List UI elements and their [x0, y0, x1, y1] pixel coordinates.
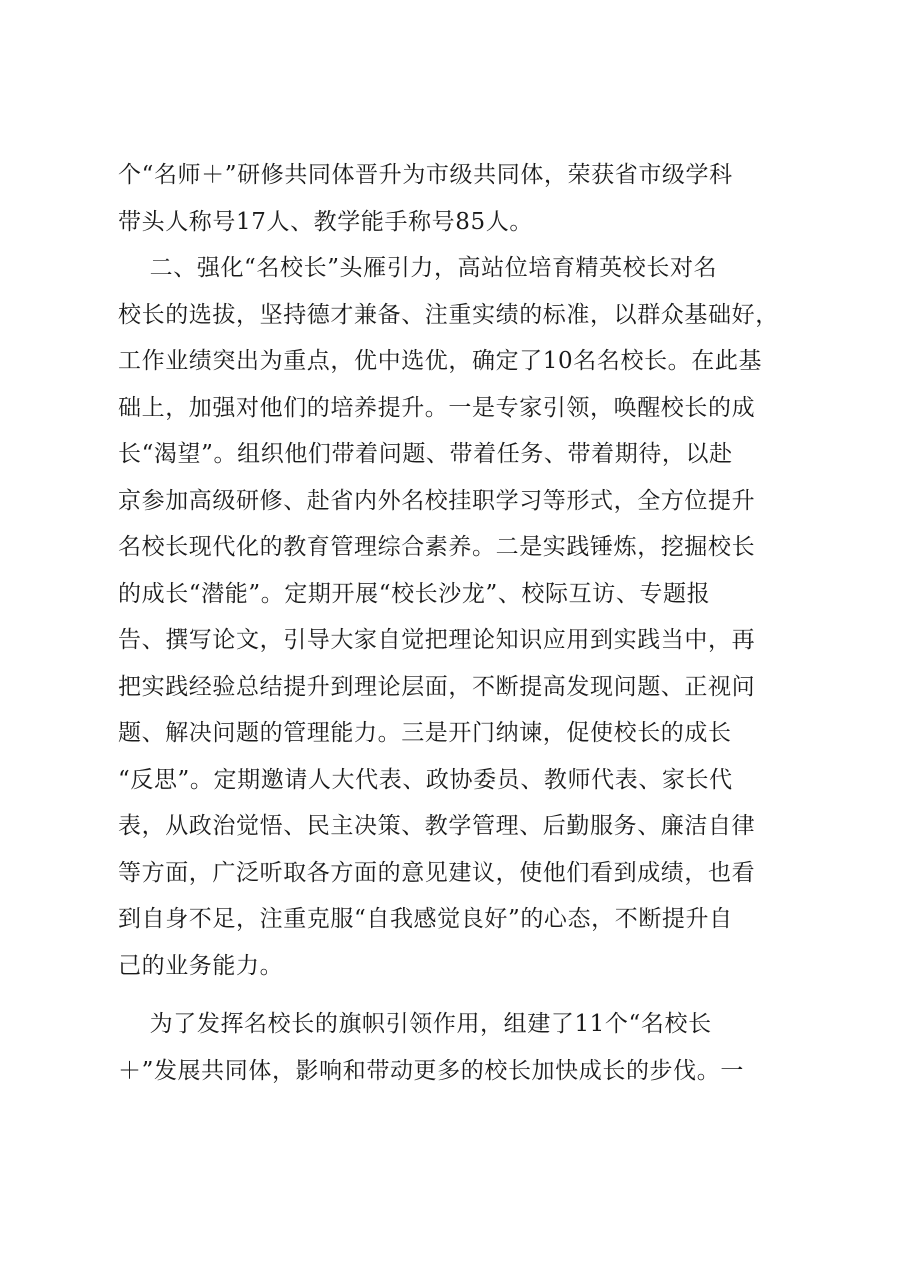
text-line: 带头人称号17人、教学能手称号85人。 [118, 208, 533, 235]
text-line: 题、解决问题的管理能力。三是开门纳谏，促使校长的成长 [118, 720, 732, 746]
text-line: 工作业绩突出为重点，优中选优，确定了10名名校长。在此基 [118, 348, 763, 374]
paragraph-2 [118, 245, 790, 989]
paragraph-3 [118, 1001, 790, 1094]
text-line: 告、撰写论文，引导大家自觉把理论知识应用到实践当中，再 [118, 627, 756, 653]
text-line: 表，从政治觉悟、民主决策、教学管理、后勤服务、廉洁自律 [118, 813, 756, 839]
text-line: 的成长“潜能”。定期开展“校长沙龙”、校际互访、专题报 [118, 580, 711, 607]
document-body [118, 152, 790, 1094]
text-line: ＋”发展共同体，影响和带动更多的校长加快成长的步伐。一 [118, 1057, 744, 1084]
text-line: 己的业务能力。 [118, 952, 284, 979]
text-line: 础上，加强对他们的培养提升。一是专家引领，唤醒校长的成 [118, 394, 756, 421]
text-line: 到自身不足，注重克服“自我感觉良好”的心态，不断提升自 [118, 906, 733, 932]
text-line: 为了发挥名校长的旗帜引领作用，组建了11个“名校长 [118, 1011, 712, 1037]
text-line: “反思”。定期邀请人大代表、政协委员、教师代表、家长代 [118, 766, 733, 793]
paragraph-spacer [118, 989, 790, 1001]
text-line: 二、强化“名校长”头雁引力，高站位培育精英校长对名 [118, 255, 718, 281]
text-line: 长“渴望”。组织他们带着问题、带着任务、带着期待，以赴 [118, 441, 733, 467]
text-line: 名校长现代化的教育管理综合素养。二是实践锤炼，挖掘校长 [118, 534, 756, 560]
paragraph-1 [118, 152, 790, 245]
text-line: 等方面，广泛听取各方面的意见建议，使他们看到成绩，也看 [118, 859, 756, 886]
text-line: 个“名师＋”研修共同体晋升为市级共同体，荣获省市级学科 [118, 162, 733, 188]
text-line: 把实践经验总结提升到理论层面，不断提高发现问题、正视问 [118, 673, 756, 700]
text-line: 京参加高级研修、赴省内外名校挂职学习等形式，全方位提升 [118, 487, 756, 514]
text-line: 校长的选拔，坚持德才兼备、注重实绩的标准，以群众基础好， [118, 301, 779, 328]
